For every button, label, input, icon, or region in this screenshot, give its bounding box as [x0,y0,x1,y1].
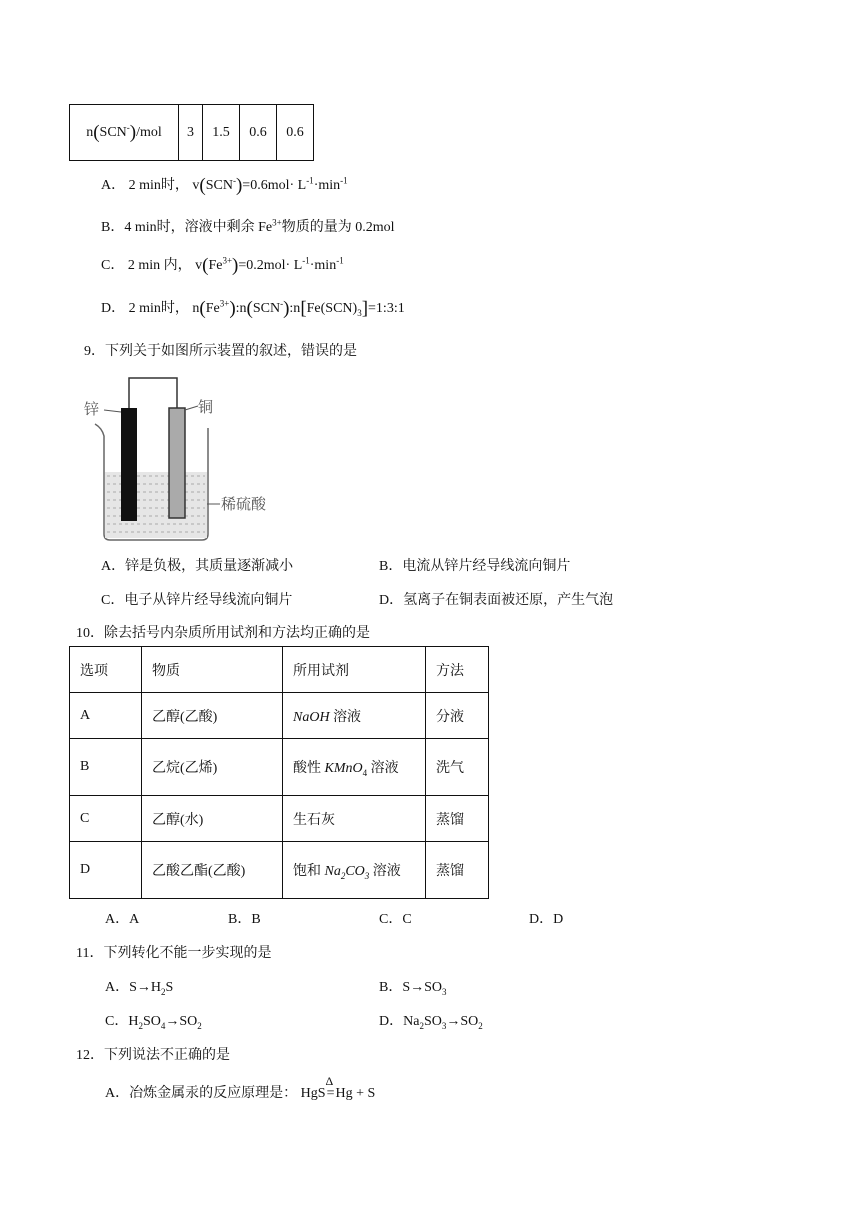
q11-option-a[interactable]: A．$S\to H_2S$ [105,980,174,997]
galvanic-cell-diagram [80,372,300,552]
table-row: B 乙烷(乙烯) 酸性 KMnO$_4$ 溶液 洗气 [70,739,489,796]
table-row: C 乙醇(水) 生石灰 蒸馏 [70,796,489,842]
q10-answer-b[interactable]: B．B [228,912,261,927]
acid-label: 稀硫酸 [221,495,267,513]
q9-stem: 9．下列关于如图所示装置的叙述，错误的是 [84,344,357,359]
table-header-cell: 选项 [70,647,142,693]
q11-option-d[interactable]: D．$Na_2SO_3\to SO_2$ [379,1014,483,1031]
q9-option-d[interactable]: D．氢离子在铜表面被还原，产生气泡 [379,593,614,608]
q10-answer-a[interactable]: A．A [105,912,140,927]
q12-option-a[interactable]: A．冶炼金属汞的反应原理是： HgS Δ =Hg + S [105,1074,376,1101]
zinc-label: 锌 [84,400,100,418]
q9-option-b[interactable]: B．电流从锌片经导线流向铜片 [379,559,571,574]
q9-option-c[interactable]: C．电子从锌片经导线流向铜片 [101,593,293,608]
table-row: D 乙酸乙酯(乙酸) 饱和 $Na_2CO_3$ 溶液 蒸馏 [70,842,489,899]
q11-option-c[interactable]: C．$H_2SO_4\to SO_2$ [105,1014,202,1031]
q10-answer-d[interactable]: D．D [529,912,564,927]
copper-electrode [169,408,185,518]
q8-option-d[interactable]: D． 2 min时， $n(Fe^{3+}):n(SCN^-):n[Fe(SCN)_3]=1:3:1$ [101,298,405,319]
q8-cell: 0.6 [240,105,277,161]
q8-data-table [69,104,314,161]
q8-option-b[interactable]: B．4 min时，溶液中剩余 $Fe^{3+}$物质的量为 0.2mol [101,217,395,235]
table-header-cell: 方法 [426,647,489,693]
q8-row-label: n(SCN-)/mol [70,105,179,161]
q9-option-a[interactable]: A．锌是负极，其质量逐渐减小 [101,559,294,574]
q10-table [69,646,489,899]
q8-cell: 1.5 [203,105,240,161]
q10-answer-c[interactable]: C．C [379,912,412,927]
q8-option-c[interactable]: C． 2 min 内， $v(Fe^{3+})=0.2mol\cdot L^{-1}\cdot\min^{-1}$ [101,255,344,276]
table-header-cell: 所用试剂 [283,647,426,693]
table-row: A 乙醇(乙酸) NaOH 溶液 分液 [70,693,489,739]
q8-option-a[interactable]: A． 2 min时， $v(SCN^-)=0.6mol\cdot L^{-1}\cdot\min^{-1}$ [101,175,348,196]
table-header-row [70,647,489,693]
table-row [70,105,314,161]
q10-stem: 10．除去括号内杂质所用试剂和方法均正确的是 [76,626,370,641]
copper-label: 铜 [198,398,214,416]
q12-stem: 12．下列说法不正确的是 [76,1048,230,1063]
q8-cell: 3 [179,105,203,161]
zinc-electrode [121,408,137,521]
q8-cell: 0.6 [277,105,314,161]
q11-stem: 11．下列转化不能一步实现的是 [76,946,272,961]
equation: HgS Δ =Hg + S [300,1074,376,1101]
table-header-cell: 物质 [142,647,283,693]
q11-option-b[interactable]: B．$S\to SO_3$ [379,980,447,997]
